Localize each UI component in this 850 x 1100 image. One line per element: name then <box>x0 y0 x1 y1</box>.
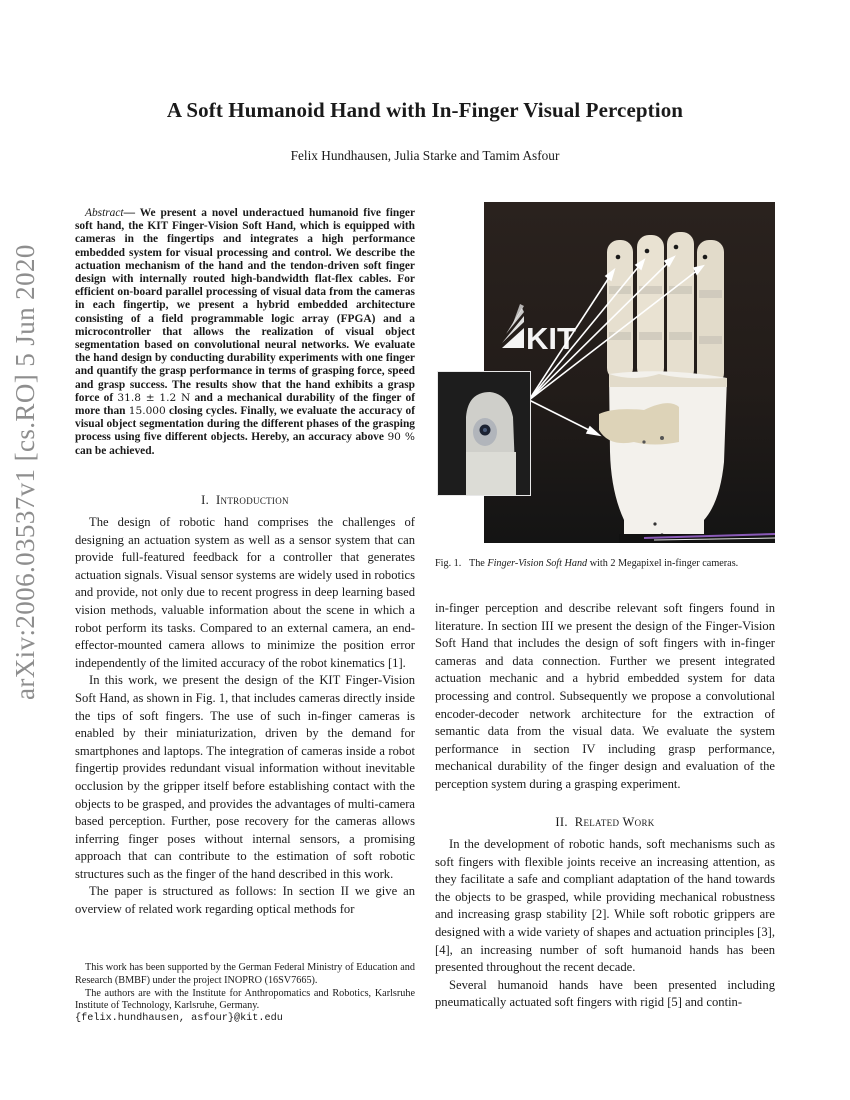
section-number: I. <box>201 493 210 507</box>
figure-label: Fig. 1. <box>435 558 462 569</box>
section-number: II. <box>555 815 568 829</box>
grasp-force-value: 31.8 ± 1.2 N <box>117 391 191 404</box>
footnote-funding: This work has been supported by the German Federal Ministry of Education and Research (BMBF) under the project INOPRO (16SV7665). <box>75 962 415 986</box>
paragraph: In this work, we present the design of the KIT Finger-Vision Soft Hand, as shown in Fig. 1, that includes cameras directly inside the tips of soft fingers. The use of such in-finger cameras is enabled by their miniaturization, driven by the demand for smartphones and laptops. The integration of cameras inside a robot fingertip provides redundant visual information without inevitable occlusion by the gripper itself before establishing contact with the objects to be grasped, and provides the advantages of multi-camera based perception. Further, pose recovery for the cameras allows inferring finger poses without internal sensors, a promising approach that can contribute to the estimation of soft robotic structures such as the finger of the hand described in this work. <box>75 673 415 881</box>
caption-italic: Finger-Vision Soft Hand <box>487 558 588 569</box>
footnote-email: {felix.hundhausen, asfour}@kit.edu <box>75 1013 283 1025</box>
related-work-body <box>435 836 775 1012</box>
arxiv-stamp: arXiv:2006.03537v1 [cs.RO] 5 Jun 2020 <box>10 244 40 700</box>
footnote <box>75 962 415 1026</box>
paragraph: In the development of robotic hands, soft mechanisms such as soft fingers with flexible joints receive an increasing attention, as they facilitate a safe and compliant adaptation of the hand towards the objects to be grasped, while providing mechanical robustness and increasing grasp stability [2]. While soft robotic grippers are designed with a wide variety of shapes and actuation principles [3], [4], an increasing number of soft humanoid hands has been presented throughout the recent decade. <box>435 837 775 975</box>
intro-continuation <box>435 600 775 794</box>
section-title: Related Work <box>574 815 655 829</box>
kit-logo-icon <box>502 304 576 356</box>
figure-fingertip-inset <box>437 371 531 496</box>
intro-body <box>75 514 415 919</box>
paragraph: The design of robotic hand comprises the challenges of designing an actuation system as well as a sensor system that can provide full-featured feedback for a controller that generates actuation signals. Visual sensor systems are widely used in robotics and provide, not only due to recent progress in deep learning based vision methods, valuable information about the scene in which a robot perform its tasks. Compared to an external camera, an end-effector-mounted camera allows to minimize the position error independently of the limited accuracy of the robot kinematics [1]. <box>75 515 415 670</box>
abstract-dash: — <box>123 207 135 219</box>
abstract-text: closing cycles. Finally, we evaluate the accuracy of visual object segmentation during the different phases of the grasping process using five different objects. Hereby, an accuracy above <box>75 405 415 444</box>
caption-text: The <box>468 558 488 569</box>
abstract <box>75 207 415 458</box>
paragraph: in-finger perception and describe relevant soft fingers found in literature. In section III we present the design of the Finger-Vision Soft Hand that includes the design of soft fingers with in-finger cameras and data connection. Further we present integrated actuation mechanic and a hybrid embedded system for data processing and control. Subsequently we propose a convolutional encoder-decoder network architecture for the extraction of semantic data from the visual data. We evaluate the system performance in section IV including grasp performance, mechanical durability of the finger design and evaluation of the perception system during a grasping experiment. <box>435 601 775 791</box>
abstract-text: and a mechanical durability of the finger of more than <box>75 391 415 418</box>
palm <box>609 371 727 543</box>
paper-title: A Soft Humanoid Hand with In-Finger Visual Perception <box>166 98 684 122</box>
abstract-label: Abstract <box>85 207 124 219</box>
section-heading-introduction <box>75 493 415 508</box>
abstract-text: can be achieved. <box>75 444 155 457</box>
paragraph: The paper is structured as follows: In section II we give an overview of related work regarding optical methods for <box>75 884 415 917</box>
paragraph: Several humanoid hands have been presented including pneumatically actuated soft fingers with rigid [5] and contin- <box>435 977 775 1010</box>
closing-cycles-value: 15.000 <box>128 405 166 418</box>
svg-text:KIT: KIT <box>526 321 576 356</box>
section-heading-related-work <box>435 815 775 830</box>
fingertip-camera-illustration <box>438 372 530 495</box>
caption-text: with 2 Megapixel in-finger cameras. <box>587 558 739 569</box>
footnote-affiliation: The authors are with the Institute for Anthropomatics and Robotics, Karlsruhe Institute of Technology, Karlsruhe, Germany. <box>75 987 415 1012</box>
figure-caption <box>435 558 780 569</box>
fingers <box>607 232 724 385</box>
accuracy-value: 90 % <box>387 431 416 444</box>
section-title: Introduction <box>216 493 289 507</box>
paper-authors: Felix Hundhausen, Julia Starke and Tamim Asfour <box>290 148 560 163</box>
abstract-text: We present a novel underactued humanoid five finger soft hand, the KIT Finger-Vision Soft Hand, which is equipped with cameras in the fingertips and integrates a high performance embedded system for visual processing and control. We describe the actuation mechanism of the hand and the tendon-driven soft finger design with internally routed high-bandwidth flat-flex cables. For efficient on-board parallel processing of visual data from the cameras in each fingertip, we present a hybrid embedded architecture consisting of a field programmable logic array (FPGA) and a microcontroller that allows the realization of visual object segmentation based on convolutional neural networks. We evaluate the hand design by conducting durability experiments with one finger and quantify the grasp performance in terms of grasping force, speed and grasp success. The results show that the hand exhibits a grasp force of <box>75 207 415 404</box>
